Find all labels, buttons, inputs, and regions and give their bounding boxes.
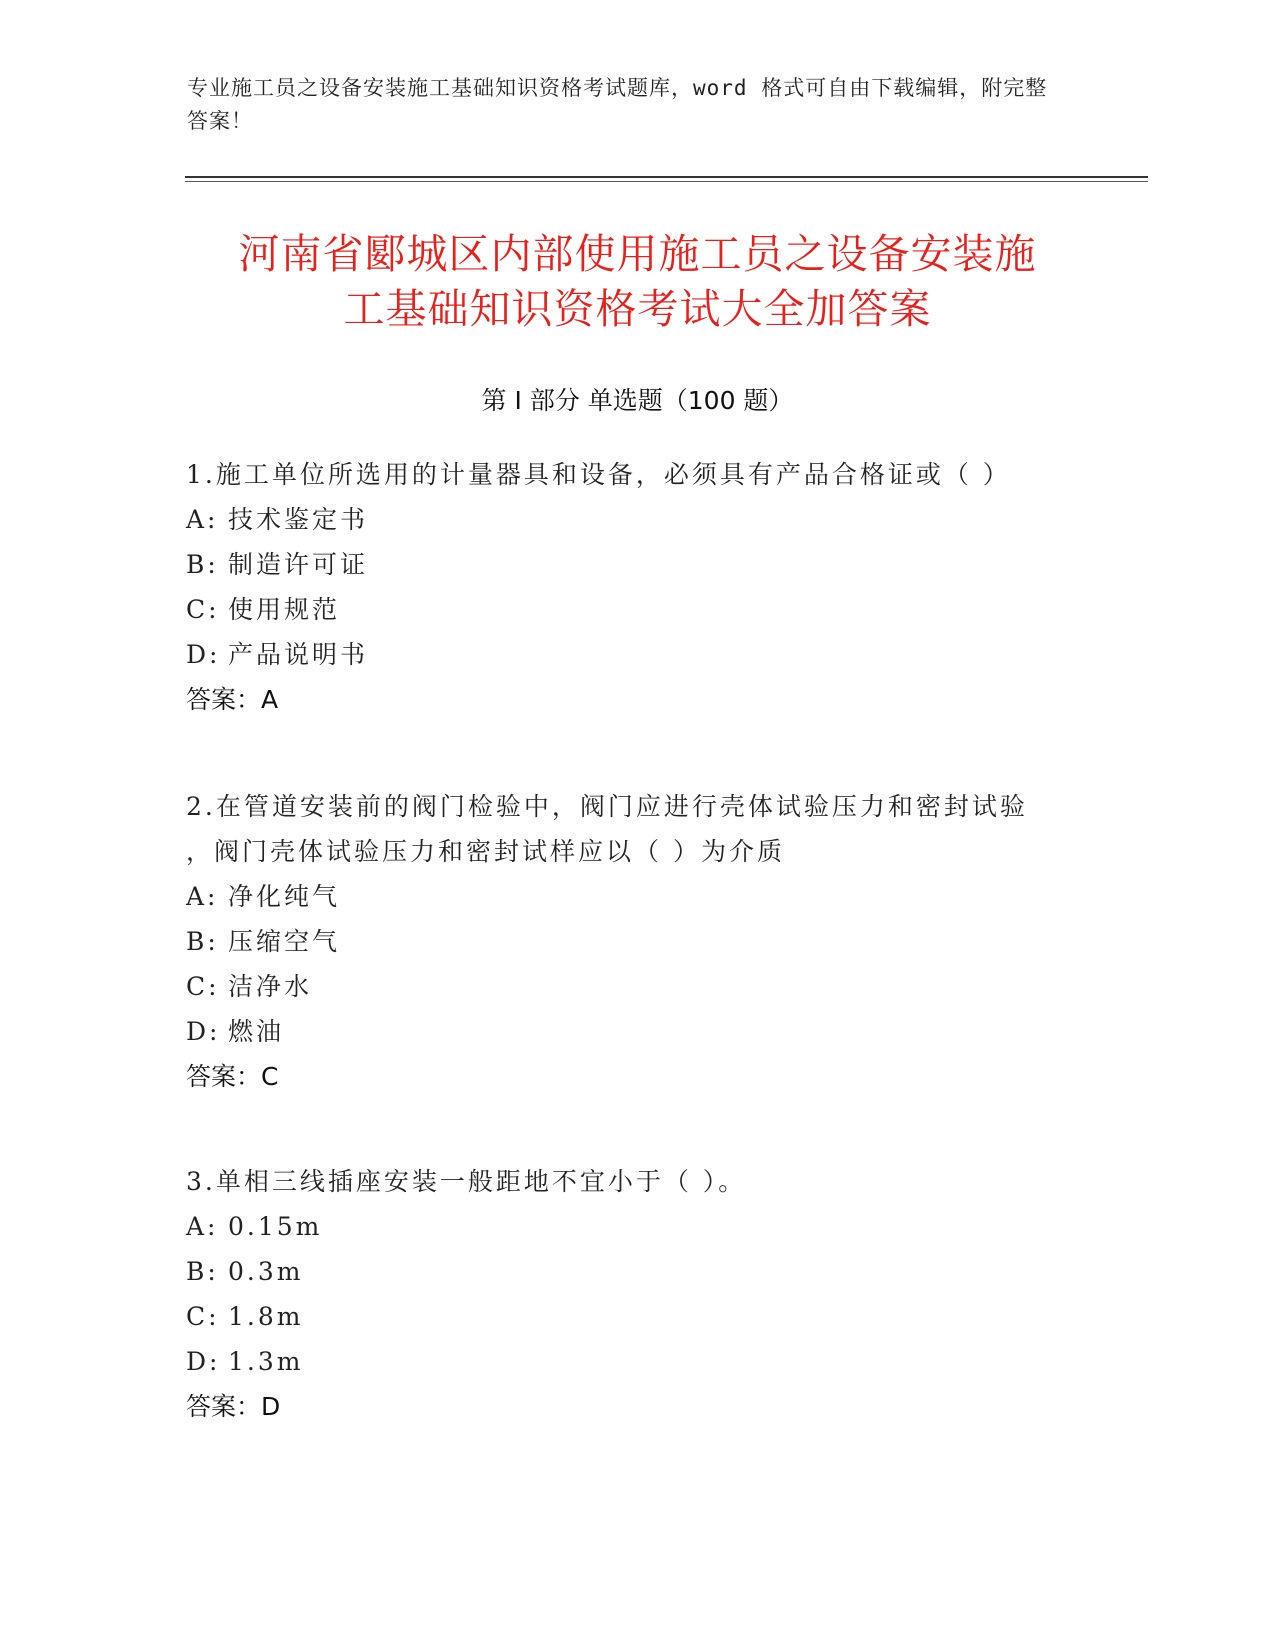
answer: 答案：C	[186, 1062, 279, 1091]
option-key: A:	[186, 505, 219, 534]
header-divider-thin	[185, 181, 1148, 182]
option-key: B:	[186, 1257, 219, 1286]
document-title-line-1: 河南省郾城区内部使用施工员之设备安装施	[238, 230, 1037, 278]
option-b	[186, 1249, 1066, 1294]
option-text: 产品说明书	[228, 640, 369, 669]
option-key: C:	[186, 1302, 220, 1331]
document-title	[150, 227, 1125, 337]
option-d	[186, 1009, 1066, 1054]
option-text: 净化纯气	[228, 882, 341, 911]
question-stem-line-1: 2.在管道安装前的阀门检验中，阀门应进行壳体试验压力和密封试验	[186, 792, 1028, 821]
option-b	[186, 919, 1066, 964]
question-1	[186, 452, 1066, 722]
section-title: 第 I 部分 单选题（100 题）	[481, 386, 794, 415]
option-key: A:	[186, 882, 219, 911]
question-2	[186, 784, 1066, 1099]
answer: 答案：A	[186, 685, 279, 714]
option-key: D:	[186, 640, 221, 669]
option-c	[186, 1294, 1066, 1339]
option-key: D:	[186, 1347, 221, 1376]
option-d	[186, 1339, 1066, 1384]
option-text: 技术鉴定书	[228, 505, 369, 534]
option-text: 燃油	[228, 1017, 285, 1046]
option-text: 压缩空气	[228, 927, 341, 956]
document-title-line-2: 工基础知识资格考试大全加答案	[343, 285, 932, 333]
option-d	[186, 632, 1066, 677]
header-divider-thick	[185, 176, 1148, 178]
option-text: 洁净水	[228, 972, 313, 1001]
option-c	[186, 587, 1066, 632]
option-text: 0.3m	[228, 1257, 304, 1286]
option-key: C:	[186, 972, 220, 1001]
option-text: 制造许可证	[228, 550, 369, 579]
answer: 答案：D	[186, 1392, 281, 1421]
header-note: 专业施工员之设备安装施工基础知识资格考试题库，word 格式可自由下载编辑，附完整答案！	[187, 76, 1048, 133]
option-key: B:	[186, 927, 219, 956]
option-key: D:	[186, 1017, 221, 1046]
option-key: B:	[186, 550, 219, 579]
question-stem-line-2: ，阀门壳体试验压力和密封试样应以（ ）为介质	[186, 837, 785, 866]
option-c	[186, 964, 1066, 1009]
option-a	[186, 497, 1066, 542]
option-text: 1.3m	[228, 1347, 304, 1376]
option-text: 使用规范	[228, 595, 341, 624]
option-a	[186, 1204, 1066, 1249]
option-key: A:	[186, 1212, 219, 1241]
option-text: 1.8m	[228, 1302, 304, 1331]
question-stem: 1.施工单位所选用的计量器具和设备，必须具有产品合格证或（ ）	[186, 460, 1011, 489]
option-a	[186, 874, 1066, 919]
question-3	[186, 1159, 1066, 1429]
option-b	[186, 542, 1066, 587]
option-key: C:	[186, 595, 220, 624]
question-stem: 3.单相三线插座安装一般距地不宜小于（ ）。	[186, 1167, 747, 1196]
option-text: 0.15m	[228, 1212, 323, 1241]
